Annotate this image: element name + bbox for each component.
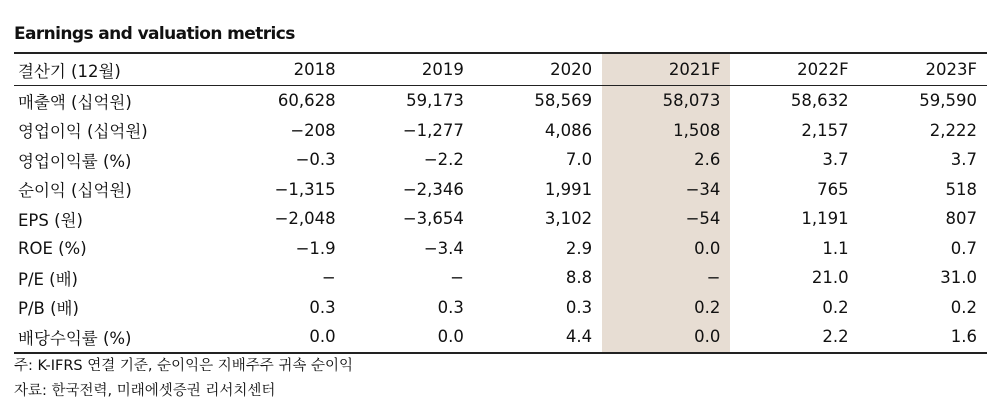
table-cell: 0.3 [437, 297, 464, 317]
table-cell: 2.9 [565, 238, 593, 258]
table-cell: 4,086 [544, 120, 593, 140]
table-cell: − [321, 268, 336, 288]
header-year: 2018 [217, 53, 345, 86]
table-cell: −34 [602, 175, 730, 205]
table-row [14, 234, 987, 264]
table-cell: −54 [602, 204, 730, 234]
table-row [14, 322, 987, 353]
table-cell: 0.2 [602, 293, 730, 323]
table-cell: 1,508 [602, 116, 730, 146]
header-row [14, 53, 987, 86]
table-cell: 1,191 [801, 209, 849, 229]
header-year: 2022F [730, 53, 858, 86]
row-label: P/B (배) [18, 299, 79, 319]
table-cell: 0.2 [950, 297, 977, 317]
table-cell: −1,277 [402, 120, 464, 140]
table-cell: −2.2 [423, 150, 464, 170]
table-cell: − [450, 268, 464, 288]
table-cell: −3,654 [402, 209, 464, 229]
row-label: 매출액 (십억원) [18, 92, 132, 112]
row-label: 영업이익률 (%) [18, 151, 132, 171]
table-row [14, 175, 987, 205]
metrics-table [14, 52, 987, 354]
table-cell: 2.6 [602, 145, 730, 175]
table-cell: 31.0 [940, 268, 977, 288]
table-cell: −208 [290, 120, 336, 140]
table-cell: 765 [817, 179, 849, 199]
row-label: ROE (%) [18, 238, 87, 258]
table-cell: 3,102 [544, 209, 593, 229]
table-cell: 0.0 [217, 322, 345, 353]
table-cell: 2,222 [929, 120, 977, 140]
table-row [14, 263, 987, 293]
table-cell: 59,590 [919, 91, 977, 111]
table-cell: 4.4 [474, 322, 602, 353]
table-cell: −2,346 [402, 179, 464, 199]
table-cell: 3.7 [950, 150, 977, 170]
table-row [14, 145, 987, 175]
table-cell: 2,157 [801, 120, 849, 140]
row-label: P/E (배) [18, 269, 78, 289]
table-cell: −2,048 [274, 209, 336, 229]
table-cell: 0.7 [950, 238, 977, 258]
table-row [14, 204, 987, 234]
table-row [14, 86, 987, 116]
row-label: 순이익 (십억원) [18, 181, 132, 201]
row-label: EPS (원) [18, 210, 83, 230]
table-cell: 7.0 [565, 150, 593, 170]
table-cell: 518 [945, 179, 977, 199]
header-year: 2023F [859, 53, 987, 86]
header-year: 2021F [602, 53, 730, 86]
table-title: Earnings and valuation metrics [14, 24, 295, 44]
row-label: 배당수익률 (%) [14, 322, 217, 353]
table-cell: 58,073 [602, 86, 730, 116]
table-cell: 0.0 [346, 322, 474, 353]
table-cell: −3.4 [423, 238, 464, 258]
table-cell: 1,991 [544, 179, 593, 199]
table-cell: −0.3 [295, 150, 336, 170]
footnotes [14, 354, 353, 404]
table-cell: 8.8 [565, 268, 593, 288]
table-cell: 58,569 [534, 91, 593, 111]
table-cell: 0.2 [822, 297, 849, 317]
table-cell: − [602, 263, 730, 293]
table-cell: 0.0 [602, 234, 730, 264]
header-period-label: 결산기 (12월) [14, 53, 217, 86]
table-cell: 1.1 [822, 238, 849, 258]
table-cell: 0.0 [602, 322, 730, 353]
table-cell: 1.6 [859, 322, 987, 353]
note-source: 자료: 한국전력, 미래에셋증권 리서치센터 [14, 383, 276, 399]
table-cell: 0.3 [309, 297, 336, 317]
table-cell: 60,628 [277, 91, 336, 111]
row-label: 영업이익 (십억원) [18, 122, 148, 142]
table-cell: 2.2 [730, 322, 858, 353]
table-cell: −1.9 [295, 238, 336, 258]
table-cell: 807 [945, 209, 977, 229]
table-cell: −1,315 [274, 179, 336, 199]
note-basis: 주: K-IFRS 연결 기준, 순이익은 지배주주 귀속 순이익 [14, 358, 353, 374]
table-row [14, 293, 987, 323]
header-year: 2020 [474, 53, 602, 86]
table-cell: 58,632 [790, 91, 849, 111]
table-cell: 59,173 [406, 91, 464, 111]
table-cell: 0.3 [565, 297, 593, 317]
table-cell: 21.0 [811, 268, 849, 288]
table-cell: 3.7 [822, 150, 849, 170]
table-row [14, 116, 987, 146]
header-year: 2019 [346, 53, 474, 86]
